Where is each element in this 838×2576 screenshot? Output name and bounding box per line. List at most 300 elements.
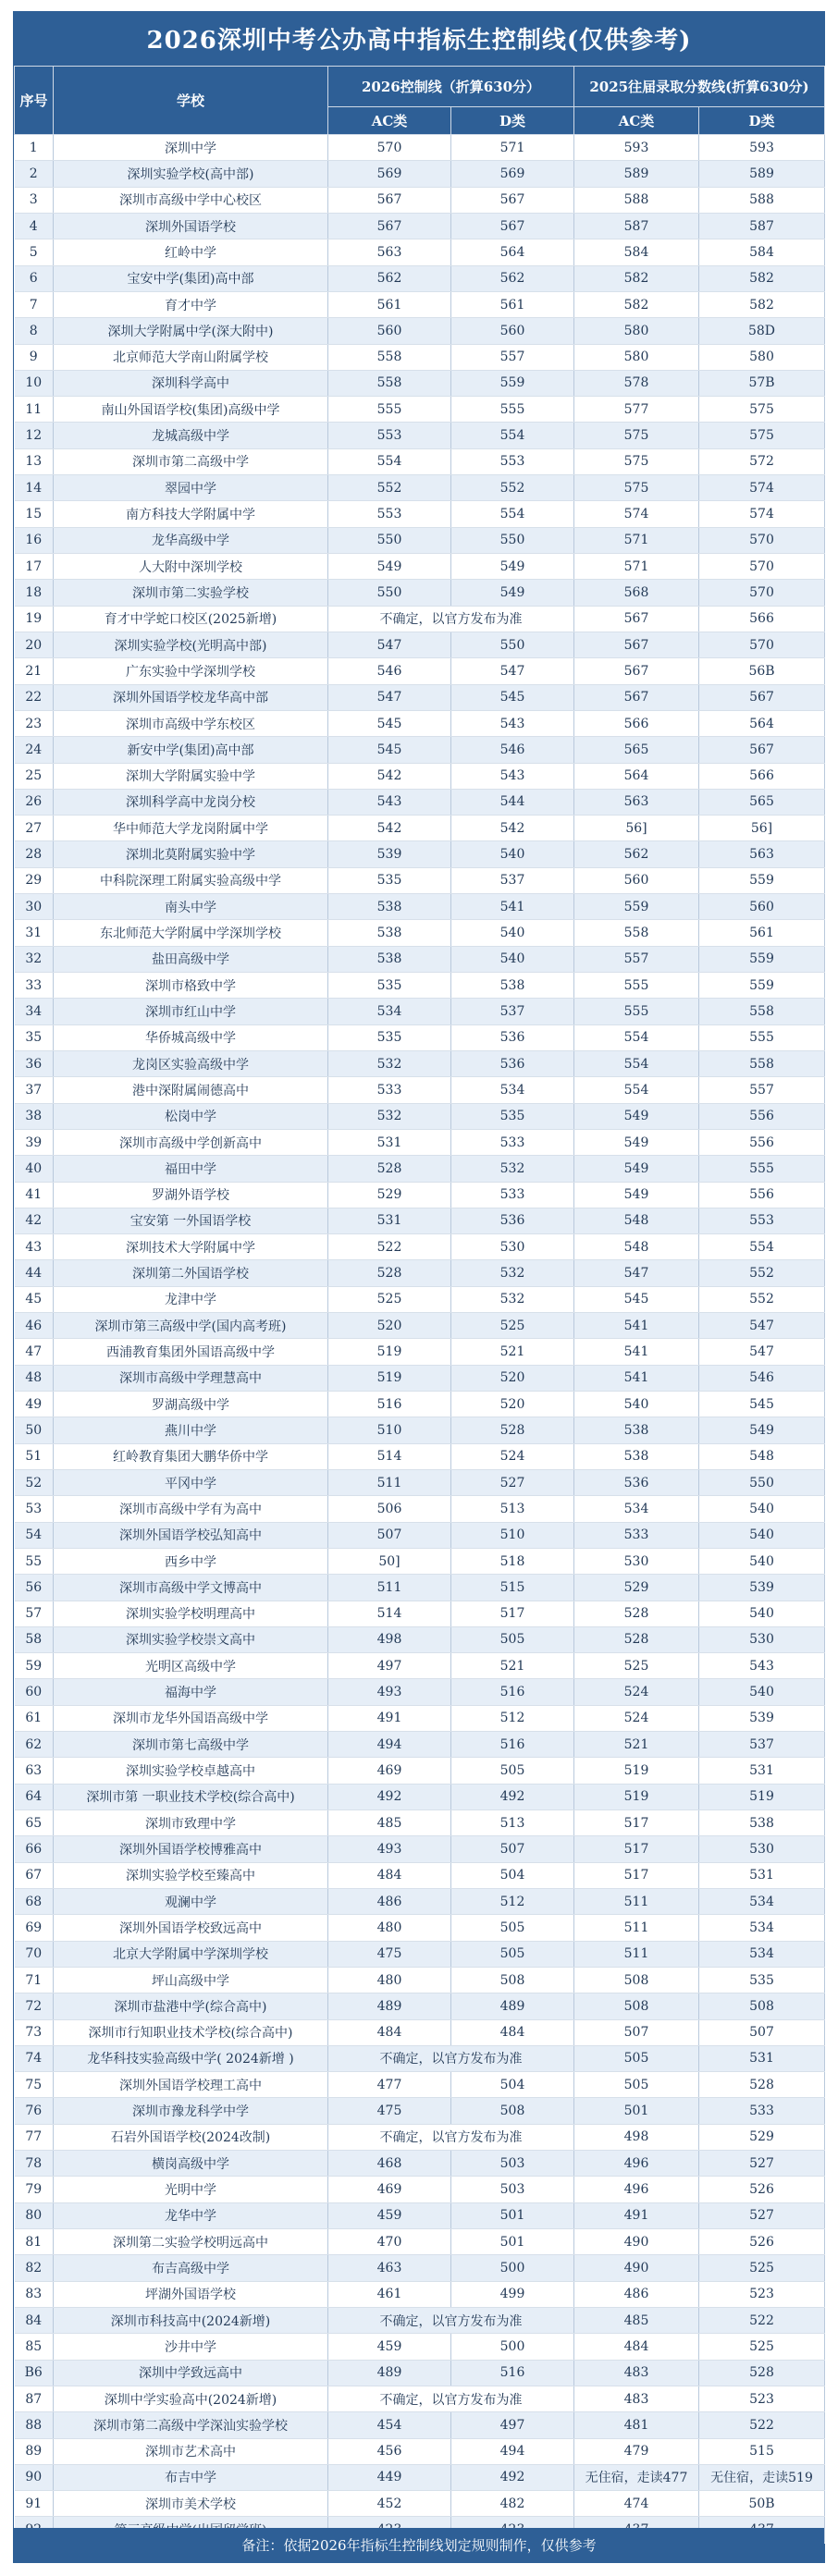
cell-index: 78 — [15, 2151, 54, 2177]
cell-school: 深圳市红山中学 — [54, 999, 328, 1024]
cell-2025-ac: 508 — [574, 1993, 699, 2019]
cell-2025-ac: 511 — [574, 1915, 699, 1941]
table-row — [15, 1339, 825, 1365]
cell-2026-ac: 不确定，以官方发布为准 — [328, 2307, 574, 2333]
cell-2026-ac: 477 — [328, 2072, 451, 2098]
cell-2026-ac: 475 — [328, 2098, 451, 2124]
cell-2025-d: 522 — [699, 2412, 825, 2438]
cell-2025-d: 543 — [699, 1653, 825, 1679]
cell-2025-d: 539 — [699, 1575, 825, 1601]
cell-2026-d: 516 — [451, 1732, 574, 1758]
cell-index: 8 — [15, 318, 54, 344]
cell-school: 沙井中学 — [54, 2334, 328, 2360]
cell-school: 深圳市第二高级中学 — [54, 448, 328, 474]
cell-school: 深圳市美术学校 — [54, 2491, 328, 2517]
cell-2025-ac: 541 — [574, 1365, 699, 1391]
cell-2026-ac: 558 — [328, 344, 451, 370]
cell-school: 深圳市第七高级中学 — [54, 1732, 328, 1758]
cell-index: 19 — [15, 606, 54, 632]
cell-2026-ac: 510 — [328, 1417, 451, 1443]
cell-2026-ac: 489 — [328, 1993, 451, 2019]
cell-2026-ac: 459 — [328, 2334, 451, 2360]
cell-2026-d: 510 — [451, 1522, 574, 1548]
cell-school: 福海中学 — [54, 1679, 328, 1705]
cell-school: 深圳外国语学校弘知高中 — [54, 1522, 328, 1548]
cell-index: 42 — [15, 1208, 54, 1233]
cell-index: 43 — [15, 1234, 54, 1260]
cell-2026-ac: 567 — [328, 187, 451, 213]
cell-2026-ac: 563 — [328, 239, 451, 265]
table-row — [15, 1575, 825, 1601]
cell-2025-ac: 511 — [574, 1941, 699, 1967]
cell-2025-ac: 538 — [574, 1443, 699, 1469]
cell-index: 2 — [15, 161, 54, 187]
cell-school: 北京师范大学南山附属学校 — [54, 344, 328, 370]
cell-2025-d: 570 — [699, 580, 825, 606]
cell-2025-d: 540 — [699, 1522, 825, 1548]
cell-school: 深圳实验学校(高中部) — [54, 161, 328, 187]
cell-2025-d: 558 — [699, 999, 825, 1024]
cell-school: 深圳市第二实验学校 — [54, 580, 328, 606]
cell-2025-ac: 474 — [574, 2491, 699, 2517]
cell-2025-d: 528 — [699, 2072, 825, 2098]
cell-index: 80 — [15, 2202, 54, 2228]
table-row — [15, 684, 825, 710]
cell-2026-d: 540 — [451, 946, 574, 972]
cell-2025-ac: 548 — [574, 1208, 699, 1233]
cell-2026-d: 569 — [451, 161, 574, 187]
cell-school: 深圳科学高中龙岗分校 — [54, 789, 328, 815]
header-school: 学校 — [54, 67, 328, 135]
cell-school: 深圳市格致中学 — [54, 973, 328, 999]
cell-index: 49 — [15, 1392, 54, 1417]
cell-school: 龙岗区实验高级中学 — [54, 1050, 328, 1076]
cell-2025-ac: 511 — [574, 1888, 699, 1914]
cell-index: 79 — [15, 2177, 54, 2202]
cell-2025-d: 531 — [699, 2045, 825, 2071]
cell-school: 深圳市第 一职业技术学校(综合高中) — [54, 1784, 328, 1809]
cell-2026-ac: 555 — [328, 397, 451, 423]
table-row — [15, 867, 825, 893]
cell-school: 深圳中学致远高中 — [54, 2360, 328, 2386]
cell-2025-d: 589 — [699, 161, 825, 187]
cell-index: 13 — [15, 448, 54, 474]
cell-index: 23 — [15, 710, 54, 736]
header-2025-ac: AC类 — [574, 107, 699, 135]
cell-2026-d: 505 — [451, 1758, 574, 1784]
table-row — [15, 606, 825, 632]
cell-2025-ac: 566 — [574, 710, 699, 736]
table-row — [15, 2334, 825, 2360]
cell-index: 14 — [15, 475, 54, 501]
cell-index: 69 — [15, 1915, 54, 1941]
cell-2025-d: 593 — [699, 135, 825, 161]
cell-index: 57 — [15, 1601, 54, 1626]
cell-index: 64 — [15, 1784, 54, 1809]
table-row — [15, 2229, 825, 2255]
table-row — [15, 1836, 825, 1862]
cell-school: 观澜中学 — [54, 1888, 328, 1914]
cell-2025-d: 545 — [699, 1392, 825, 1417]
cell-index: 51 — [15, 1443, 54, 1469]
table-row — [15, 1286, 825, 1312]
cell-2025-d: 584 — [699, 239, 825, 265]
cell-school: 深圳中学 — [54, 135, 328, 161]
cell-2026-ac: 535 — [328, 973, 451, 999]
cell-2026-d: 518 — [451, 1548, 574, 1574]
cell-school: 北京大学附属中学深圳学校 — [54, 1941, 328, 1967]
cell-school: 燕川中学 — [54, 1417, 328, 1443]
cell-2025-d: 527 — [699, 2151, 825, 2177]
cell-2025-ac: 582 — [574, 265, 699, 291]
header-2026-control: 2026控制线（折算630分） — [328, 67, 574, 107]
table-card — [13, 11, 825, 2563]
cell-2025-d: 582 — [699, 265, 825, 291]
table-row — [15, 999, 825, 1024]
cell-2026-d: 545 — [451, 684, 574, 710]
cell-2026-d: 503 — [451, 2177, 574, 2202]
cell-2026-d: 547 — [451, 658, 574, 684]
cell-school: 深圳市豫龙科学中学 — [54, 2098, 328, 2124]
cell-2025-ac: 567 — [574, 632, 699, 657]
cell-2025-ac: 485 — [574, 2307, 699, 2333]
cell-school: 华中师范大学龙岗附属中学 — [54, 816, 328, 841]
cell-2026-d: 517 — [451, 1601, 574, 1626]
cell-2026-d: 507 — [451, 1836, 574, 1862]
table-row — [15, 1392, 825, 1417]
cell-2026-d: 535 — [451, 1103, 574, 1129]
cell-2026-ac: 492 — [328, 1784, 451, 1809]
cell-2025-d: 522 — [699, 2307, 825, 2333]
cell-school: 龙华中学 — [54, 2202, 328, 2228]
cell-2026-d: 505 — [451, 1626, 574, 1652]
cell-index: 55 — [15, 1548, 54, 1574]
cell-2026-ac: 538 — [328, 920, 451, 946]
cell-2026-ac: 497 — [328, 1653, 451, 1679]
cell-school: 深圳市高级中学有为高中 — [54, 1496, 328, 1522]
cell-2025-ac: 567 — [574, 684, 699, 710]
cell-2026-d: 544 — [451, 789, 574, 815]
cell-index: 28 — [15, 841, 54, 867]
table-row — [15, 2438, 825, 2464]
cell-2026-ac: 539 — [328, 841, 451, 867]
cell-2025-ac: 525 — [574, 1653, 699, 1679]
table-row — [15, 2019, 825, 2045]
cell-2025-ac: 588 — [574, 187, 699, 213]
table-row — [15, 265, 825, 291]
cell-school: 西浦教育集团外国语高级中学 — [54, 1339, 328, 1365]
cell-2026-d: 504 — [451, 1862, 574, 1888]
cell-2025-ac: 486 — [574, 2281, 699, 2307]
cell-school: 深圳第二实验学校明远高中 — [54, 2229, 328, 2255]
cell-2025-d: 534 — [699, 1915, 825, 1941]
cell-2026-ac: 511 — [328, 1469, 451, 1495]
cell-school: 深圳中学实验高中(2024新增) — [54, 2386, 328, 2411]
cell-school: 深圳实验学校卓越高中 — [54, 1758, 328, 1784]
cell-2026-ac: 514 — [328, 1443, 451, 1469]
cell-2026-d: 564 — [451, 239, 574, 265]
cell-2026-d: 552 — [451, 475, 574, 501]
cell-2025-d: 523 — [699, 2386, 825, 2411]
cell-2025-d: 546 — [699, 1365, 825, 1391]
cell-index: 73 — [15, 2019, 54, 2045]
cell-school: 深圳市盐港中学(综合高中) — [54, 1993, 328, 2019]
cell-2025-d: 533 — [699, 2098, 825, 2124]
cell-2025-d: 515 — [699, 2438, 825, 2464]
table-row — [15, 423, 825, 448]
cell-2025-ac: 534 — [574, 1496, 699, 1522]
cell-2025-d: 566 — [699, 606, 825, 632]
cell-2026-d: 567 — [451, 187, 574, 213]
page-title: 2026深圳中考公办高中指标生控制线(仅供参考) — [14, 12, 824, 65]
cell-2025-ac: 580 — [574, 318, 699, 344]
cell-2026-d: 512 — [451, 1888, 574, 1914]
cell-index: 34 — [15, 999, 54, 1024]
cell-2025-ac: 491 — [574, 2202, 699, 2228]
cell-2026-d: 561 — [451, 291, 574, 317]
cell-index: 46 — [15, 1313, 54, 1339]
cell-2025-d: 559 — [699, 946, 825, 972]
cell-2026-d: 503 — [451, 2151, 574, 2177]
table-row — [15, 370, 825, 396]
cell-2026-ac: 485 — [328, 1810, 451, 1836]
table-row — [15, 632, 825, 657]
cell-2025-ac: 558 — [574, 920, 699, 946]
cell-2026-ac: 535 — [328, 1024, 451, 1050]
cell-2026-ac: 不确定，以官方发布为准 — [328, 606, 574, 632]
cell-2026-d: 537 — [451, 867, 574, 893]
table-row — [15, 1103, 825, 1129]
cell-index: 54 — [15, 1522, 54, 1548]
cell-2025-ac: 529 — [574, 1575, 699, 1601]
cell-index: 75 — [15, 2072, 54, 2098]
cell-2026-ac: 532 — [328, 1103, 451, 1129]
table-row — [15, 1548, 825, 1574]
cell-2025-d: 534 — [699, 1941, 825, 1967]
cell-index: 32 — [15, 946, 54, 972]
cell-2025-d: 530 — [699, 1836, 825, 1862]
cell-2025-ac: 575 — [574, 475, 699, 501]
cell-2025-ac: 580 — [574, 344, 699, 370]
cell-2025-d: 538 — [699, 1810, 825, 1836]
table-row — [15, 2307, 825, 2333]
cell-2026-d: 497 — [451, 2412, 574, 2438]
cell-2025-ac: 567 — [574, 658, 699, 684]
table-row — [15, 161, 825, 187]
cell-index: 77 — [15, 2124, 54, 2150]
cell-2026-d: 515 — [451, 1575, 574, 1601]
table-row — [15, 1679, 825, 1705]
cell-2026-d: 543 — [451, 763, 574, 789]
cell-2025-ac: 528 — [574, 1601, 699, 1626]
cell-2025-ac: 578 — [574, 370, 699, 396]
cell-school: 盐田高级中学 — [54, 946, 328, 972]
cell-2026-d: 555 — [451, 397, 574, 423]
cell-2025-d: 507 — [699, 2019, 825, 2045]
cell-2026-ac: 469 — [328, 2177, 451, 2202]
cell-index: 26 — [15, 789, 54, 815]
table-row — [15, 2255, 825, 2281]
cell-2026-ac: 547 — [328, 632, 451, 657]
cell-2025-d: 587 — [699, 213, 825, 239]
cell-2026-ac: 558 — [328, 370, 451, 396]
cell-school: 东北师范大学附属中学深圳学校 — [54, 920, 328, 946]
cell-2026-ac: 567 — [328, 213, 451, 239]
cell-2026-ac: 506 — [328, 1496, 451, 1522]
table-row — [15, 1915, 825, 1941]
table-row — [15, 1469, 825, 1495]
cell-index: 4 — [15, 213, 54, 239]
table-row — [15, 973, 825, 999]
cell-2026-ac: 454 — [328, 2412, 451, 2438]
cell-2025-d: 508 — [699, 1993, 825, 2019]
cell-school: 红岭中学 — [54, 239, 328, 265]
cell-2026-d: 527 — [451, 1469, 574, 1495]
cell-2025-ac: 56] — [574, 816, 699, 841]
cell-2026-d: 500 — [451, 2334, 574, 2360]
table-row — [15, 816, 825, 841]
cell-school: 龙华科技实验高级中学( 2024新增 ) — [54, 2045, 328, 2071]
cell-2025-ac: 571 — [574, 554, 699, 580]
cell-2025-ac: 517 — [574, 1810, 699, 1836]
cell-index: 33 — [15, 973, 54, 999]
cell-school: 深圳外国语学校理工高中 — [54, 2072, 328, 2098]
cell-2025-d: 552 — [699, 1286, 825, 1312]
cell-school: 深圳技术大学附属中学 — [54, 1234, 328, 1260]
table-row — [15, 920, 825, 946]
cell-2025-ac: 587 — [574, 213, 699, 239]
cell-2025-ac: 575 — [574, 423, 699, 448]
cell-2026-ac: 461 — [328, 2281, 451, 2307]
cell-2026-d: 528 — [451, 1417, 574, 1443]
cell-school: 深圳外国语学校龙华高中部 — [54, 684, 328, 710]
cell-2025-d: 572 — [699, 448, 825, 474]
cell-2026-ac: 519 — [328, 1365, 451, 1391]
cell-2026-ac: 491 — [328, 1705, 451, 1731]
cell-2026-ac: 493 — [328, 1836, 451, 1862]
cell-2026-d: 482 — [451, 2491, 574, 2517]
cell-2025-d: 537 — [699, 1732, 825, 1758]
cell-2026-ac: 538 — [328, 894, 451, 920]
cell-2026-ac: 550 — [328, 527, 451, 553]
cell-2026-d: 541 — [451, 894, 574, 920]
table-row — [15, 187, 825, 213]
cell-2025-ac: 547 — [574, 1260, 699, 1286]
cell-2026-ac: 507 — [328, 1522, 451, 1548]
cell-2025-d: 528 — [699, 2360, 825, 2386]
table-row — [15, 2412, 825, 2438]
cell-2026-d: 492 — [451, 1784, 574, 1809]
table-row — [15, 1050, 825, 1076]
cell-2025-ac: 484 — [574, 2334, 699, 2360]
cell-2025-d: 560 — [699, 894, 825, 920]
cell-2025-d: 574 — [699, 501, 825, 527]
cell-school: 深圳大学附属实验中学 — [54, 763, 328, 789]
cell-index: 83 — [15, 2281, 54, 2307]
cell-school: 深圳市高级中学理慧高中 — [54, 1365, 328, 1391]
cell-2025-ac: 538 — [574, 1417, 699, 1443]
cell-2026-ac: 529 — [328, 1182, 451, 1208]
cell-2025-ac: 483 — [574, 2386, 699, 2411]
cell-2026-ac: 528 — [328, 1260, 451, 1286]
cell-index: 67 — [15, 1862, 54, 1888]
cell-2025-ac: 533 — [574, 1522, 699, 1548]
cell-2025-ac: 519 — [574, 1784, 699, 1809]
score-table — [14, 66, 825, 2544]
cell-school: 龙华高级中学 — [54, 527, 328, 553]
cell-2025-d: 50B — [699, 2491, 825, 2517]
cell-2025-ac: 528 — [574, 1626, 699, 1652]
cell-2025-ac: 496 — [574, 2151, 699, 2177]
table-row — [15, 1417, 825, 1443]
cell-2025-ac: 517 — [574, 1836, 699, 1862]
cell-2026-ac: 525 — [328, 1286, 451, 1312]
cell-2026-d: 536 — [451, 1024, 574, 1050]
table-row — [15, 2464, 825, 2490]
cell-2026-ac: 534 — [328, 999, 451, 1024]
cell-2025-ac: 519 — [574, 1758, 699, 1784]
cell-school: 红岭教育集团大鹏华侨中学 — [54, 1443, 328, 1469]
table-row — [15, 1888, 825, 1914]
cell-2026-d: 512 — [451, 1705, 574, 1731]
cell-2026-ac: 545 — [328, 710, 451, 736]
cell-school: 广东实验中学深圳学校 — [54, 658, 328, 684]
cell-2026-d: 501 — [451, 2229, 574, 2255]
cell-school: 松岗中学 — [54, 1103, 328, 1129]
cell-2025-d: 56B — [699, 658, 825, 684]
cell-2026-ac: 522 — [328, 1234, 451, 1260]
cell-2026-ac: 480 — [328, 1915, 451, 1941]
cell-2025-ac: 563 — [574, 789, 699, 815]
cell-2026-ac: 456 — [328, 2438, 451, 2464]
cell-2026-ac: 50] — [328, 1548, 451, 1574]
cell-index: 52 — [15, 1469, 54, 1495]
cell-2025-d: 540 — [699, 1601, 825, 1626]
cell-index: 39 — [15, 1129, 54, 1155]
cell-2025-d: 574 — [699, 475, 825, 501]
cell-2025-ac: 555 — [574, 999, 699, 1024]
cell-index: 60 — [15, 1679, 54, 1705]
cell-2026-d: 530 — [451, 1234, 574, 1260]
table-row — [15, 1182, 825, 1208]
cell-2025-ac: 521 — [574, 1732, 699, 1758]
cell-2026-d: 504 — [451, 2072, 574, 2098]
cell-2026-ac: 542 — [328, 763, 451, 789]
cell-index: 61 — [15, 1705, 54, 1731]
cell-school: 宝安中学(集团)高中部 — [54, 265, 328, 291]
cell-2025-d: 549 — [699, 1417, 825, 1443]
cell-school: 深圳实验学校(光明高中部) — [54, 632, 328, 657]
cell-2025-d: 553 — [699, 1208, 825, 1233]
cell-index: 90 — [15, 2464, 54, 2490]
cell-school: 深圳外国语学校 — [54, 213, 328, 239]
cell-index: 18 — [15, 580, 54, 606]
cell-school: 深圳市艺术高中 — [54, 2438, 328, 2464]
cell-2026-ac: 486 — [328, 1888, 451, 1914]
cell-2025-ac: 无住宿，走读477 — [574, 2464, 699, 2490]
cell-2025-ac: 549 — [574, 1103, 699, 1129]
cell-2025-d: 525 — [699, 2255, 825, 2281]
cell-2026-d: 521 — [451, 1339, 574, 1365]
table-row — [15, 1758, 825, 1784]
header-index: 序号 — [15, 67, 54, 135]
cell-2026-d: 550 — [451, 632, 574, 657]
cell-school: 布吉中学 — [54, 2464, 328, 2490]
cell-2026-ac: 449 — [328, 2464, 451, 2490]
cell-index: 11 — [15, 397, 54, 423]
cell-2025-d: 无住宿，走读519 — [699, 2464, 825, 2490]
cell-2025-d: 519 — [699, 1784, 825, 1809]
